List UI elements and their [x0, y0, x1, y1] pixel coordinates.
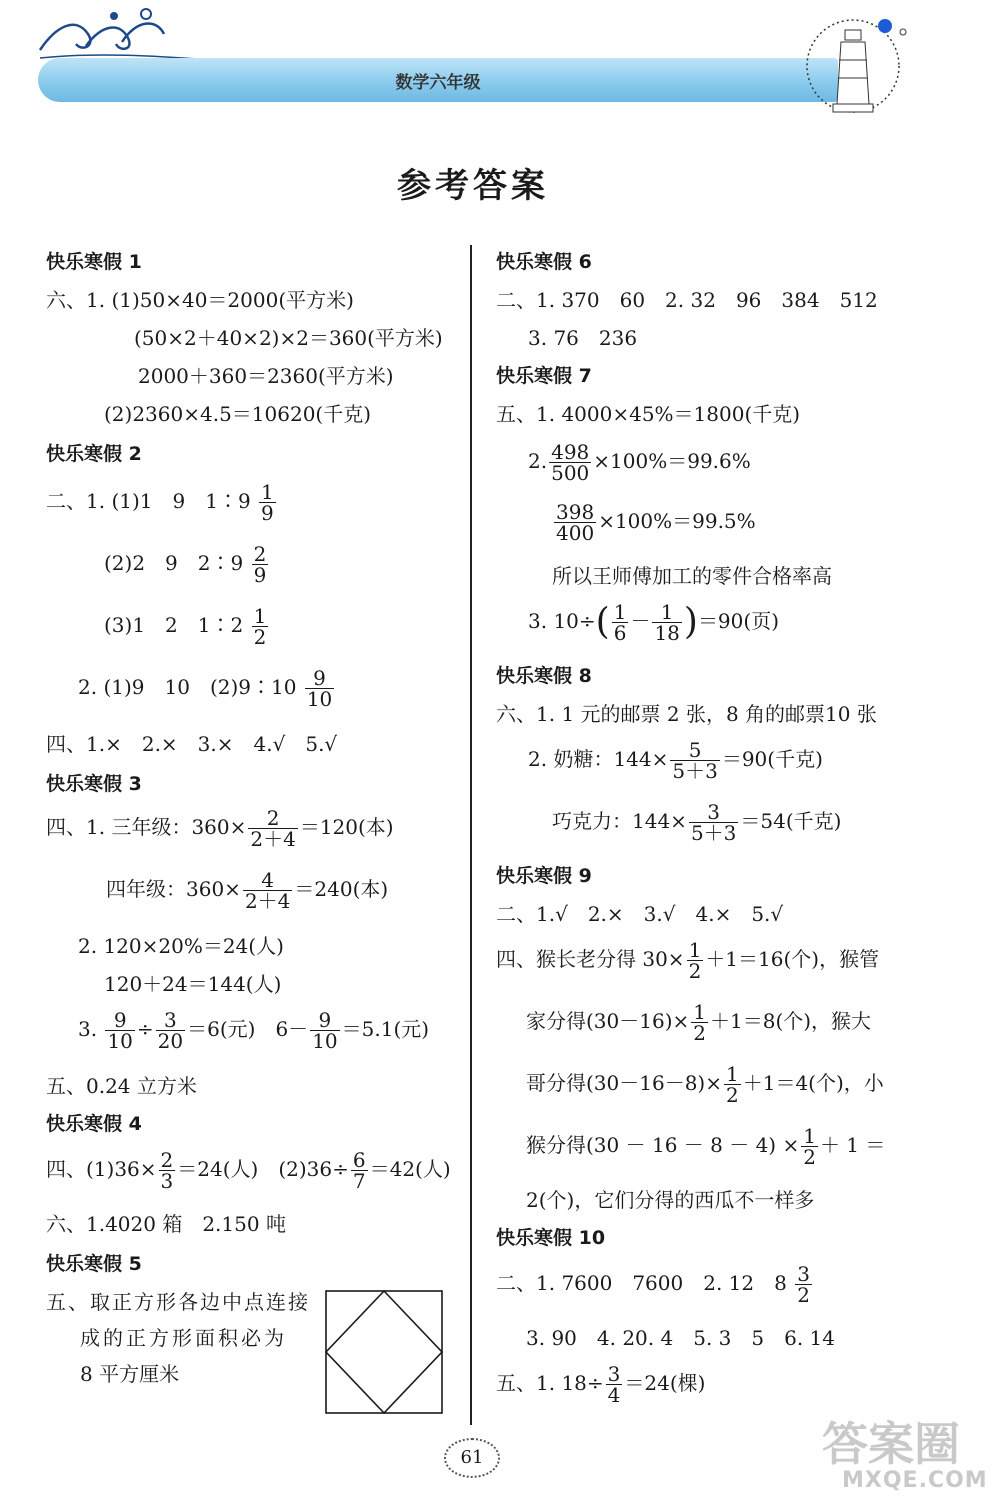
fraction: $\frac{3}{5+3}$	[690, 800, 737, 845]
fraction: $\frac{9}{10}$	[107, 1008, 133, 1053]
fraction: $\frac{2}{3}$	[160, 1148, 174, 1193]
fraction: $\frac{2}{2+4}$	[250, 806, 296, 851]
answer-line: 四年级：360× $\frac{4}{2+4}$ ＝240(本)	[106, 868, 389, 913]
answer-line: $\frac{398}{400}$ ×100%＝99.5%	[556, 500, 756, 545]
answer-line: 巧克力：144× $\frac{3}{5+3}$ ＝54(千克)	[552, 800, 842, 845]
answer-line: 六、1.4020 箱 2.150 吨	[46, 1212, 286, 1236]
fraction: $\frac{4}{2+4}$	[244, 868, 291, 913]
section-heading: 快乐寒假 6	[496, 251, 592, 273]
answer-line: 哥分得(30－16－8)× $\frac{1}{2}$ ＋1＝4(个)，小	[526, 1062, 884, 1107]
answer-line: 六、1. (1)50×40＝2000(平方米)	[46, 288, 354, 312]
section-heading: 快乐寒假 8	[496, 665, 592, 687]
watermark-url: MXQE.COM	[842, 1468, 988, 1493]
answer-line: 四、1. 三年级：360× $\frac{2}{2+4}$ ＝120(本)	[46, 806, 394, 851]
lighthouse-icon	[805, 12, 915, 116]
answer-line: (2)2 9 2∶9 $\frac{2}{9}$	[104, 542, 267, 587]
answer-line: 2. (1)9 10 (2)9∶10 $\frac{9}{10}$	[78, 666, 333, 711]
fraction: $\frac{398}{400}$	[556, 500, 595, 545]
answer-line: (50×2＋40×2)×2＝360(平方米)	[134, 326, 443, 350]
answer-line: 四、1.× 2.× 3.× 4.√ 5.√	[46, 732, 338, 756]
section-heading: 快乐寒假 5	[46, 1253, 142, 1275]
page-number: 61	[444, 1438, 500, 1478]
answer-line: 2000＋360＝2360(平方米)	[138, 364, 394, 388]
answer-line: 3. 90 4. 20. 4 5. 3 5 6. 14	[526, 1326, 835, 1350]
answer-line: 五、1. 4000×45%＝1800(千克)	[496, 402, 801, 426]
answer-line: 四、(1)36× $\frac{2}{3}$ ＝24(人) (2)36÷ $\frac{6}{7}$ ＝42(人)	[46, 1148, 451, 1193]
header-band	[38, 58, 838, 102]
answer-line: 五、1. 18÷ $\frac{3}{4}$ ＝24(棵)	[496, 1362, 706, 1407]
answer-line: 二、1. (1)1 9 1∶9 $\frac{1}{9}$	[46, 480, 274, 525]
answer-line: 120＋24＝144(人)	[104, 972, 282, 996]
fraction: $\frac{3}{20}$	[157, 1008, 184, 1053]
answer-line: 二、1.√ 2.× 3.√ 4.× 5.√	[496, 902, 784, 926]
wave-decoration-icon	[36, 6, 216, 66]
answer-line: 成的正方形面积必为	[80, 1326, 287, 1350]
answer-line: 3. 76 236	[528, 326, 638, 350]
fraction: $\frac{1}{2}$	[726, 1062, 739, 1107]
answer-line: 四、猴长老分得 30× $\frac{1}{2}$ ＋1＝16(个)，猴管	[496, 938, 880, 983]
square-diagram	[325, 1290, 443, 1414]
answer-line: 六、1. 1 元的邮票 2 张，8 角的邮票10 张	[496, 702, 877, 726]
answer-line: 2. $\frac{498}{500}$ ×100%＝99.6%	[528, 440, 751, 485]
fraction: $\frac{1}{2}$	[688, 938, 702, 983]
answer-line: 二、1. 7600 7600 2. 12 8 $\frac{3}{2}$	[496, 1262, 810, 1307]
fraction: $\frac{3}{4}$	[607, 1362, 621, 1407]
answer-line: 五、0.24 立方米	[46, 1074, 197, 1098]
section-heading: 快乐寒假 10	[496, 1227, 606, 1249]
section-heading: 快乐寒假 9	[496, 865, 592, 887]
answer-line: 3. 10÷( $\frac{1}{6}$ － $\frac{1}{18}$ )＝90(页)	[528, 600, 779, 645]
section-heading: 快乐寒假 2	[46, 443, 142, 465]
header-title: 数学六年级	[395, 73, 481, 93]
answer-line: 2. 120×20%＝24(人)	[78, 934, 284, 958]
section-heading: 快乐寒假 7	[496, 365, 592, 387]
column-divider	[470, 245, 472, 1425]
answer-line: 所以王师傅加工的零件合格率高	[552, 564, 832, 588]
answer-line: 猴分得(30 － 16 － 8 － 4) × $\frac{1}{2}$ ＋ 1 ＝	[526, 1124, 886, 1169]
section-heading: 快乐寒假 1	[46, 251, 142, 273]
fraction: $\frac{3}{2}$	[797, 1262, 810, 1307]
page-title: 参考答案	[397, 166, 549, 206]
answer-line: (3)1 2 1∶2 $\frac{1}{2}$	[104, 604, 267, 649]
answer-line: 五、取正方形各边中点连接	[46, 1290, 310, 1314]
fraction: $\frac{9}{10}$	[306, 666, 333, 711]
answer-line: 二、1. 370 60 2. 32 96 384 512	[496, 288, 878, 312]
fraction: $\frac{498}{500}$	[551, 440, 590, 485]
fraction: $\frac{5}{5+3}$	[672, 738, 718, 783]
fraction: $\frac{1}{18}$	[654, 600, 680, 645]
fraction: $\frac{1}{2}$	[693, 1000, 706, 1045]
answer-line: 2. 奶糖：144× $\frac{5}{5+3}$ ＝90(千克)	[528, 738, 823, 783]
fraction: $\frac{1}{9}$	[261, 480, 274, 525]
watermark-logo: 答案圈	[822, 1417, 960, 1471]
fraction: $\frac{9}{10}$	[312, 1008, 338, 1053]
section-heading: 快乐寒假 3	[46, 773, 142, 795]
answer-line: 2(个)，它们分得的西瓜不一样多	[526, 1188, 815, 1212]
fraction: $\frac{6}{7}$	[352, 1148, 366, 1193]
fraction: $\frac{1}{6}$	[613, 600, 627, 645]
section-heading: 快乐寒假 4	[46, 1113, 142, 1135]
answer-line: 3. $\frac{9}{10}$ ÷ $\frac{3}{20}$ ＝6(元) 6－ $\frac{9}{10}$ ＝5.1(元)	[78, 1008, 430, 1053]
fraction: $\frac{1}{2}$	[253, 604, 267, 649]
answer-line: 8 平方厘米	[80, 1362, 180, 1386]
answer-line: (2)2360×4.5＝10620(千克)	[104, 402, 372, 426]
answer-line: 家分得(30－16)× $\frac{1}{2}$ ＋1＝8(个)，猴大	[526, 1000, 872, 1045]
fraction: $\frac{2}{9}$	[253, 542, 267, 587]
fraction: $\frac{1}{2}$	[803, 1124, 816, 1169]
